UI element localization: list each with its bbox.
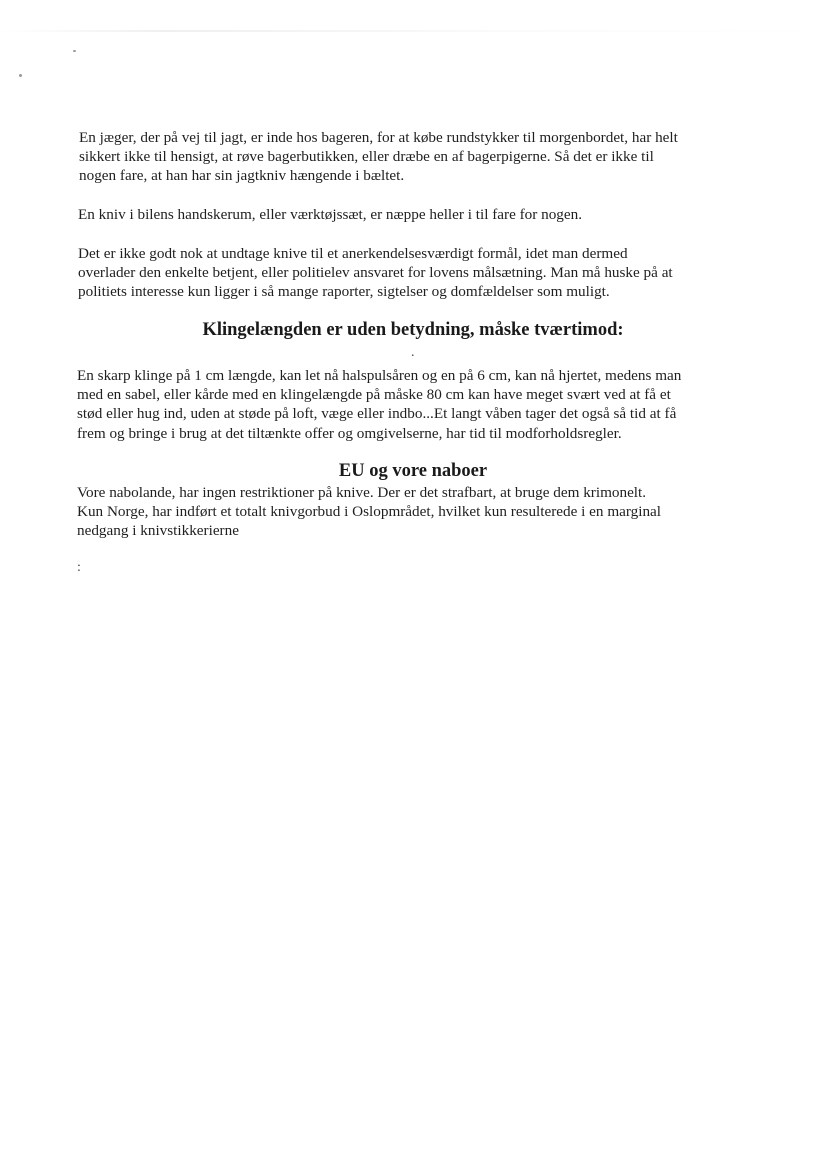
paragraph-line: Kun Norge, har indført et totalt knivgorbud i Oslopmrådet, hvilket kun resulterede i en marginal bbox=[77, 503, 662, 521]
paragraph-line: En skarp klinge på 1 cm længde, kan let nå halspulsåren og en på 6 cm, kan nå hjertet, medens man bbox=[77, 367, 682, 384]
paragraph-line: Vore nabolande, har ingen restriktioner på knive. Der er det strafbart, at bruge dem krimonelt. bbox=[77, 484, 647, 501]
stray-colon: : bbox=[77, 560, 81, 575]
paragraph-neighbours bbox=[77, 483, 757, 541]
paragraph-line: med en sabel, eller kårde med en klingelængde på måske 80 cm kan have meget svært ved at få et bbox=[77, 386, 671, 404]
paragraph-line: En kniv i bilens handskerum, eller værktøjssæt, er næppe heller i til fare for nogen. bbox=[78, 206, 583, 223]
paragraph-line: En jæger, der på vej til jagt, er inde hos bageren, for at købe rundstykker til morgenbordet, har helt bbox=[79, 129, 678, 146]
scan-speck bbox=[19, 74, 22, 77]
paragraph-hunter bbox=[79, 128, 759, 186]
section-heading-eu: EU og vore naboer bbox=[338, 461, 488, 481]
paragraph-glovebox bbox=[78, 205, 758, 224]
paragraph-line: nedgang i knivstikkerierne bbox=[77, 522, 239, 540]
paragraph-exemption bbox=[78, 244, 758, 302]
paragraph-line: nogen fare, at han har sin jagtkniv hængende i bæltet. bbox=[79, 167, 405, 185]
paragraph-line: sikkert ikke til hensigt, at røve bagerbutikken, eller dræbe en af bagerpigerne. Så det er ikke til bbox=[79, 148, 654, 166]
scan-artifact-line bbox=[0, 30, 826, 32]
paragraph-line: stød eller hug ind, uden at støde på loft, væge eller indbo...Et langt våben tager det også så tid at få bbox=[77, 405, 677, 423]
stray-dot: . bbox=[411, 345, 415, 360]
section-heading-blade-length: Klingelængden er uden betydning, måske tværtimod: bbox=[202, 320, 624, 340]
paragraph-line: Det er ikke godt nok at undtage knive til et anerkendelsesværdigt formål, idet man dermed bbox=[78, 245, 628, 262]
paragraph-line: frem og bringe i brug at det tiltænkte offer og omgivelserne, har tid til modforholdsregler. bbox=[77, 424, 622, 442]
paragraph-blade bbox=[77, 366, 757, 443]
paragraph-line: overlader den enkelte betjent, eller politielev ansvaret for lovens målsætning. Man må huske på at bbox=[78, 264, 673, 282]
paragraph-line: politiets interesse kun ligger i så mange raporter, sigtelser og domfældelser som muligt. bbox=[78, 283, 610, 301]
scan-speck bbox=[73, 50, 76, 52]
